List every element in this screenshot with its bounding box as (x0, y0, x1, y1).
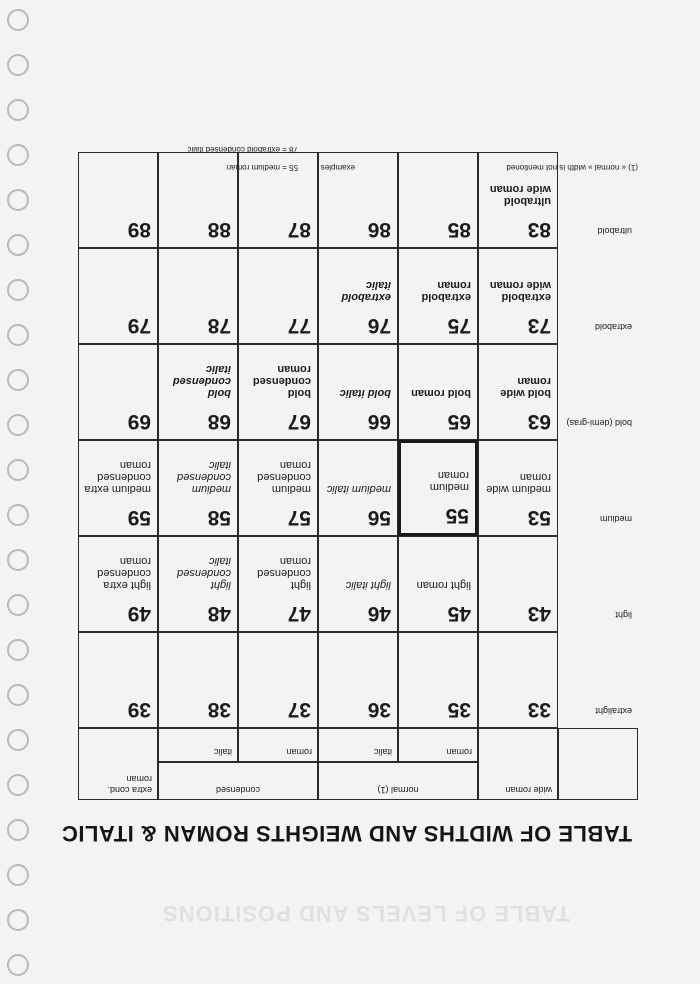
cell-69: 69 (78, 344, 158, 440)
cell-89: 89 (78, 152, 158, 248)
header-normal: normal (1) (318, 762, 478, 800)
cell-38: 38 (158, 632, 238, 728)
cell-49: 49 light extra condensed roman (78, 536, 158, 632)
header-normal-italic: italic (318, 728, 398, 762)
header-extra-cond: extra cond. roman (78, 728, 158, 800)
cell-67: 67 bold condensed roman (238, 344, 318, 440)
cell-47: 47 light condensed roman (238, 536, 318, 632)
cell-78: 78 (158, 248, 238, 344)
cell-39: 39 (78, 632, 158, 728)
header-wide: wide roman (478, 728, 558, 800)
cell-37: 37 (238, 632, 318, 728)
cell-75: 75 extrabold roman (398, 248, 478, 344)
row-label-3: bold (demi-gras) (566, 418, 632, 428)
cell-43: 43 (478, 536, 558, 632)
cell-63: 63 bold wide roman (478, 344, 558, 440)
header-rowlabel (558, 728, 638, 800)
examples-label: examples : (316, 163, 355, 172)
header-normal-roman: roman (398, 728, 478, 762)
row-label-4: extrabold (594, 322, 632, 332)
document-sheet (44, 0, 700, 984)
cell-57: 57 medium condensed roman (238, 440, 318, 536)
ghost-title: TABLE OF LEVELS AND POSITIONS (162, 901, 570, 926)
cell-73: 73 extrabold wide roman (478, 248, 558, 344)
cell-53: 53 medium wide roman (478, 440, 558, 536)
cell-45: 45 light roman (398, 536, 478, 632)
cell-77: 77 (238, 248, 318, 344)
binder-rings (0, 0, 44, 984)
header-cond-italic: italic (158, 728, 238, 762)
cell-85: 85 (398, 152, 478, 248)
cell-35: 35 (398, 632, 478, 728)
footnote: (1) « normal » width is not mentioned (506, 163, 638, 172)
cell-88: 88 (158, 152, 238, 248)
cell-55: 55 medium roman (398, 440, 478, 536)
rotated-content (44, 0, 700, 984)
cell-58: 58 medium condensed italic (158, 440, 238, 536)
cell-65: 65 bold roman (398, 344, 478, 440)
header-condensed: condensed (158, 762, 318, 800)
row-label-2: medium (599, 514, 632, 524)
cell-68: 68 bold condensed italic (158, 344, 238, 440)
cell-36: 36 (318, 632, 398, 728)
cell-76: 76 extrabold italic (318, 248, 398, 344)
cell-79: 79 (78, 248, 158, 344)
example-1: 55 = medium roman (226, 163, 298, 172)
row-label-0: extralight (595, 706, 632, 716)
cell-48: 48 light condensed italic (158, 536, 238, 632)
cell-66: 66 bold italic (318, 344, 398, 440)
cell-59: 59 medium extra condensed roman (78, 440, 158, 536)
page-title: TABLE OF WIDTHS AND WEIGHTS ROMAN & ITALIC (61, 821, 632, 846)
example-2: 78 = extrabold condensed italic (187, 145, 298, 154)
cell-86: 86 (318, 152, 398, 248)
cell-87: 87 (238, 152, 318, 248)
cell-46: 46 light italic (318, 536, 398, 632)
cell-83: 83 ultrabold wide roman (478, 152, 558, 248)
row-label-5: ultrabold (597, 226, 632, 236)
cell-33: 33 (478, 632, 558, 728)
cell-56: 56 medium italic (318, 440, 398, 536)
row-label-1: light (615, 610, 632, 620)
header-cond-roman: roman (238, 728, 318, 762)
